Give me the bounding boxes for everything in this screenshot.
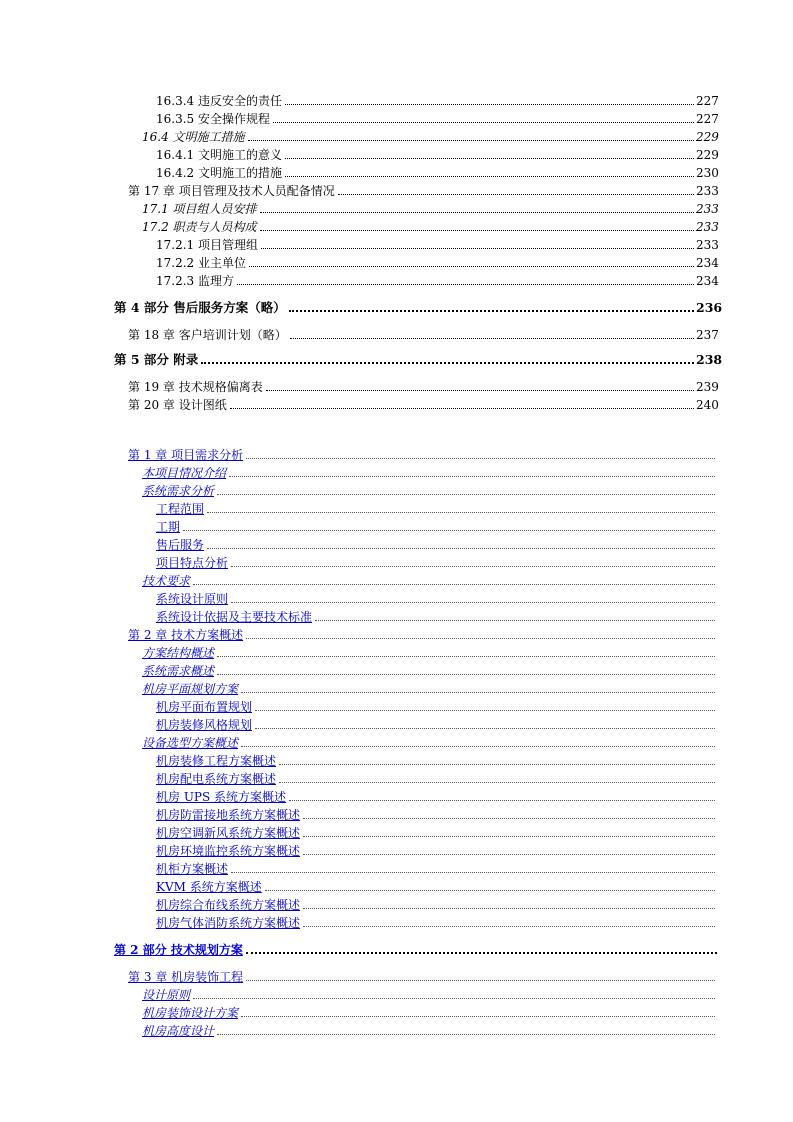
toc-link[interactable]: 机房配电系统方案概述 xyxy=(156,768,715,786)
toc-link[interactable]: 系统设计依据及主要技术标准 xyxy=(156,606,715,624)
toc-entry: 16.4 文明施工措施 229 xyxy=(142,130,719,144)
toc-link[interactable]: 机房环境监控系统方案概述 xyxy=(156,840,715,858)
toc-link[interactable]: 机房气体消防系统方案概述 xyxy=(156,912,715,930)
toc-entry: 17.2 职责与人员构成 233 xyxy=(142,220,719,234)
toc-link[interactable]: 售后服务 xyxy=(156,534,715,552)
toc-link[interactable]: 系统需求概述 xyxy=(142,660,715,678)
toc-link[interactable]: 系统设计原则 xyxy=(156,588,715,606)
toc-link[interactable]: 机房空调新风系统方案概述 xyxy=(156,822,715,840)
toc-link[interactable]: 机房平面规划方案 xyxy=(142,678,715,696)
toc-link[interactable]: 机房高度设计 xyxy=(142,1020,715,1038)
toc-entry: 16.3.5 安全操作规程 227 xyxy=(156,112,719,126)
toc-part-entry: 第 4 部分 售后服务方案（略） 236 xyxy=(114,300,723,315)
toc-link[interactable]: 本项目情况介绍 xyxy=(142,462,715,480)
toc-link[interactable]: 机房 UPS 系统方案概述 xyxy=(156,786,715,804)
toc-entry: 第 17 章 项目管理及技术人员配备情况 233 xyxy=(128,184,719,198)
toc-link[interactable]: 技术要求 xyxy=(142,570,715,588)
toc-link[interactable]: 第 2 章 技术方案概述 xyxy=(128,624,715,642)
toc-link[interactable]: 工程范围 xyxy=(156,498,715,516)
toc-link[interactable]: 系统需求分析 xyxy=(142,480,715,498)
toc-link[interactable]: 项目特点分析 xyxy=(156,552,715,570)
toc-link[interactable]: 机房综合布线系统方案概述 xyxy=(156,894,715,912)
toc-entry: 16.4.1 文明施工的意义 229 xyxy=(156,148,719,162)
toc-part-entry: 第 5 部分 附录 238 xyxy=(114,352,723,367)
toc-entry: 17.2.3 监理方 234 xyxy=(156,274,719,288)
toc-entry: 17.2.1 项目管理组 233 xyxy=(156,238,719,252)
toc-link[interactable]: 工期 xyxy=(156,516,715,534)
toc-entry: 第 18 章 客户培训计划（略） 237 xyxy=(128,328,719,342)
toc-link[interactable]: 机房装修工程方案概述 xyxy=(156,750,715,768)
toc-link[interactable]: 方案结构概述 xyxy=(142,642,715,660)
toc-link[interactable]: 机房平面布置规划 xyxy=(156,696,715,714)
toc-link[interactable]: 机房装修风格规划 xyxy=(156,714,715,732)
toc-link[interactable]: 机房装饰设计方案 xyxy=(142,1002,715,1020)
toc-link[interactable]: 设备选型方案概述 xyxy=(142,732,715,750)
toc-link[interactable]: 设计原则 xyxy=(142,984,715,1002)
toc-entry: 第 20 章 设计图纸 240 xyxy=(128,398,719,412)
toc-entry: 第 19 章 技术规格偏离表 239 xyxy=(128,380,719,394)
toc-entry: 17.1 项目组人员安排 233 xyxy=(142,202,719,216)
toc-part-link[interactable]: 第 2 部分 技术规划方案 xyxy=(114,939,717,957)
toc-link[interactable]: 机柜方案概述 xyxy=(156,858,715,876)
toc-link[interactable]: KVM 系统方案概述 xyxy=(156,876,715,894)
toc-link[interactable]: 机房防雷接地系统方案概述 xyxy=(156,804,715,822)
toc-entry: 16.4.2 文明施工的措施 230 xyxy=(156,166,719,180)
toc-link[interactable]: 第 3 章 机房装饰工程 xyxy=(128,966,715,984)
toc-entry: 16.3.4 违反安全的责任 227 xyxy=(156,94,719,108)
toc-link[interactable]: 第 1 章 项目需求分析 xyxy=(128,444,715,462)
toc-entry: 17.2.2 业主单位 234 xyxy=(156,256,719,270)
